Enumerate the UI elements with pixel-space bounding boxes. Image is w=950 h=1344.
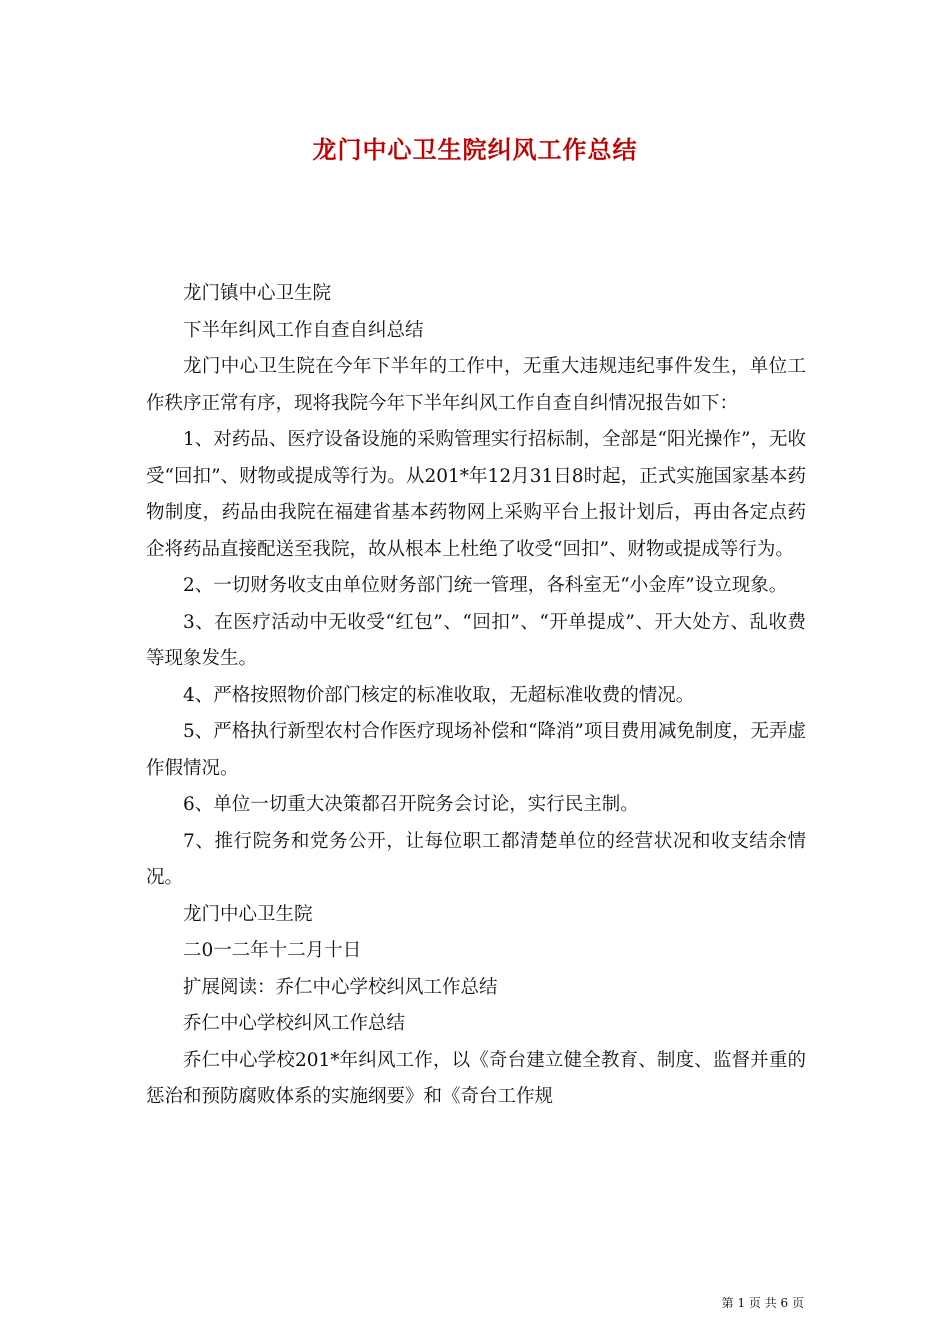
paragraph-intro: 龙门中心卫生院在今年下半年的工作中，无重大违规违纪事件发生，单位工作秩序正常有序，现将我院今年下半年纠风工作自查自纠情况报告如下： xyxy=(146,356,806,414)
paragraph-item-3: 3、在医疗活动中无收受“红包”、“回扣”、“开单提成”、开大处方、乱收费等现象发生。 xyxy=(146,611,806,669)
paragraph-extended-reading: 扩展阅读：乔仁中心学校纠风工作总结 xyxy=(183,976,498,998)
paragraph-item-2: 2、一切财务收支由单位财务部门统一管理，各科室无“小金库”设立现象。 xyxy=(183,575,788,596)
paragraph-second-title: 乔仁中心学校纠风工作总结 xyxy=(183,1013,406,1034)
paragraph-item-1: 1、对药品、医疗设备设施的采购管理实行招标制，全部是“阳光操作”，无收受“回扣”、财物或提成等行为。从201*年12月31日8时起，正式实施国家基本药物制度，药品由我院在福建省基本药物网上采购平台上报计划后，再由各定点药企将药品直接配送至我院，故从根本上杜绝了收受“回扣”、财物或提成等行为。 xyxy=(146,429,806,560)
paragraph-org-name: 龙门镇中心卫生院 xyxy=(183,283,332,304)
page-number: 第 1 页 共 6 页 xyxy=(721,1296,804,1310)
paragraph-second-body: 乔仁中心学校201*年纠风工作，以《奇台建立健全教育、制度、监督并重的惩治和预防腐败体系的实施纲要》和《奇台工作规 xyxy=(146,1049,806,1107)
paragraph-subtitle: 下半年纠风工作自查自纠总结 xyxy=(183,319,424,341)
paragraph-item-5: 5、严格执行新型农村合作医疗现场补偿和“降消”项目费用减免制度，无弄虚作假情况。 xyxy=(146,721,806,779)
paragraph-item-7: 7、推行院务和党务公开，让每位职工都清楚单位的经营状况和收支结余情况。 xyxy=(146,830,806,888)
paragraph-item-6: 6、单位一切重大决策都召开院务会讨论，实行民主制。 xyxy=(183,794,639,815)
paragraph-item-4: 4、严格按照物价部门核定的标准收取，无超标准收费的情况。 xyxy=(183,684,695,706)
document-title: 龙门中心卫生院纠风工作总结 xyxy=(312,135,638,164)
paragraph-signature: 龙门中心卫生院 xyxy=(183,903,313,925)
document-body xyxy=(146,276,806,1116)
paragraph-date: 二0一二年十二月十日 xyxy=(183,940,362,961)
